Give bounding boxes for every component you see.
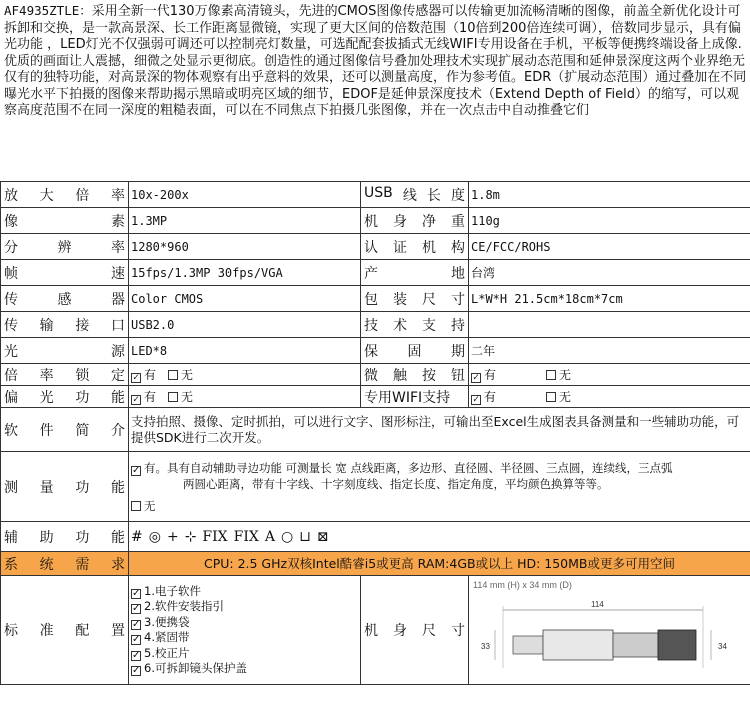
aux-label-char: 辅 — [4, 529, 18, 546]
size-label-char: 身 — [393, 623, 407, 639]
model-number: AF4935ZTLE： — [4, 3, 92, 18]
spec-label-char: 度 — [450, 187, 465, 204]
option-cell — [469, 386, 750, 408]
tool-icon[interactable]: ⊹ — [184, 528, 197, 545]
option-row — [1, 364, 750, 386]
spec-label-char: 净 — [422, 213, 436, 230]
package-list — [129, 576, 361, 685]
spec-label-char: USB — [364, 184, 393, 201]
spec-label — [361, 286, 469, 312]
checkbox[interactable]: ✓ — [132, 634, 141, 645]
spec-label-char: 辨 — [57, 239, 72, 256]
spec-label-char: 机 — [364, 213, 378, 230]
spec-label-char: 术 — [393, 317, 407, 334]
package-item — [131, 630, 358, 646]
spec-label-char: 锁 — [75, 367, 90, 384]
spec-label-char: 触 — [393, 367, 407, 384]
spec-row — [1, 234, 750, 260]
spec-label — [361, 234, 469, 260]
checkbox[interactable]: ✓ — [132, 464, 141, 476]
spec-value: CE/FCC/ROHS — [469, 234, 750, 260]
option-yes-label: 有 — [144, 368, 157, 382]
size-label — [361, 576, 469, 685]
system-text: CPU: 2.5 GHz双核Intel酷睿i5或更高 RAM:4GB或以上 HD: 150MB或更多可用空间 — [129, 552, 750, 576]
spec-label-char: 倍 — [75, 187, 90, 204]
spec-label-char: 固 — [407, 343, 422, 360]
software-label-char: 软 — [4, 422, 18, 439]
checkbox[interactable] — [168, 392, 178, 402]
software-label — [1, 408, 129, 452]
device-body — [543, 630, 613, 660]
system-label-char: 需 — [75, 556, 90, 573]
spec-label-char: 帧 — [4, 265, 18, 282]
spec-label — [1, 338, 129, 364]
spec-row — [1, 286, 750, 312]
spec-label-char: 器 — [111, 291, 125, 308]
spec-label-char: 光 — [39, 389, 54, 406]
tool-icon[interactable]: FIX — [202, 528, 228, 545]
aux-label — [1, 522, 129, 552]
package-label-char: 标 — [4, 623, 18, 639]
spec-label-char: 长 — [426, 187, 441, 204]
option-row — [1, 386, 750, 408]
option-no-label: 无 — [181, 390, 194, 404]
checkbox[interactable]: ✓ — [132, 372, 140, 383]
spec-label-char: 倍 — [4, 367, 18, 384]
spec-label-char: 率 — [111, 239, 125, 256]
option-cell — [129, 364, 361, 386]
software-label-char: 件 — [39, 422, 54, 439]
spec-label — [1, 386, 129, 408]
size-label-char: 尺 — [422, 623, 436, 639]
spec-label — [361, 182, 469, 208]
package-item-label: 2.软件安装指引 — [144, 599, 224, 613]
spec-row — [1, 260, 750, 286]
spec-value: 台湾 — [469, 260, 750, 286]
spec-label — [361, 208, 469, 234]
system-label-char: 统 — [39, 556, 54, 573]
spec-label — [1, 286, 129, 312]
checkbox[interactable] — [131, 501, 141, 511]
lens-head — [658, 630, 696, 660]
spec-label-char: 产 — [364, 265, 378, 282]
package-item-label: 3.便携袋 — [144, 614, 190, 629]
dim-height: 33 — [481, 642, 490, 651]
spec-label-char: 率 — [110, 187, 125, 204]
checkbox[interactable]: ✓ — [472, 372, 480, 383]
spec-label-char: 素 — [111, 213, 125, 230]
checkbox[interactable]: ✓ — [132, 649, 141, 661]
checkbox[interactable] — [168, 370, 178, 380]
spec-label-char: 光 — [4, 343, 18, 360]
aux-row — [1, 522, 750, 552]
package-item — [131, 646, 358, 662]
measure-row — [1, 452, 750, 522]
spec-row — [1, 208, 750, 234]
spec-value: 1.8m — [469, 182, 750, 208]
package-item-label: 6.可拆卸镜头保护盖 — [144, 661, 247, 675]
product-intro — [4, 3, 748, 181]
measure-label — [1, 452, 129, 522]
spec-label-char: 认 — [364, 239, 378, 256]
software-row — [1, 408, 750, 452]
spec-label-char: 持 — [451, 317, 465, 334]
package-row — [1, 576, 750, 685]
tool-icon[interactable]: A — [264, 528, 275, 545]
spec-label — [1, 260, 129, 286]
package-item — [131, 615, 358, 631]
device-ring — [613, 633, 658, 657]
spec-value — [469, 312, 750, 338]
spec-label-char: 机 — [422, 239, 436, 256]
spec-label-char: 重 — [451, 213, 465, 230]
size-label-char: 机 — [364, 623, 378, 639]
checkbox[interactable] — [546, 370, 556, 380]
dim-diameter: 34 — [718, 642, 727, 651]
package-item — [131, 599, 358, 615]
checkbox[interactable]: ✓ — [132, 665, 141, 676]
spec-value: 1.3MP — [129, 208, 361, 234]
spec-table — [0, 181, 750, 685]
spec-value: 1280*960 — [129, 234, 361, 260]
spec-label — [1, 234, 129, 260]
spec-value: L*W*H 21.5cm*18cm*7cm — [469, 286, 750, 312]
spec-label-char: 功 — [75, 389, 90, 406]
spec-label-char: 传 — [4, 317, 18, 334]
spec-label — [361, 338, 469, 364]
option-no-label: 无 — [181, 368, 194, 382]
measure-label-char: 测 — [4, 479, 18, 496]
spec-label-char: 期 — [451, 343, 465, 360]
spec-value: 10x-200x — [129, 182, 361, 208]
aux-label-char: 功 — [75, 529, 90, 546]
measure-yes-text: 有。具有自动辅助寻边功能 可测量长 宽 点线距离，多边形、直径圆、半径圆、三点圆，连续线，三点弧 — [144, 460, 673, 475]
tool-icon[interactable]: ◎ — [148, 528, 161, 545]
package-label — [1, 576, 129, 685]
option-yes-label: 有 — [484, 368, 497, 382]
spec-value: 110g — [469, 208, 750, 234]
aux-icons — [129, 522, 750, 552]
spec-label-char: 定 — [110, 367, 125, 384]
spec-label-char: 速 — [111, 265, 125, 282]
tool-icon[interactable]: # — [131, 528, 143, 545]
software-label-char: 介 — [110, 422, 125, 439]
package-item-label: 4.紧固带 — [144, 630, 190, 644]
tool-icon[interactable]: ○ — [280, 528, 294, 545]
spec-label-char: 传 — [4, 291, 18, 308]
option-no-label: 无 — [559, 390, 572, 404]
checkbox[interactable]: ✓ — [472, 394, 480, 405]
spec-row — [1, 338, 750, 364]
spec-label-char: 偏 — [4, 389, 18, 406]
spec-value: 二年 — [469, 338, 750, 364]
spec-label — [361, 312, 469, 338]
spec-label-char: 感 — [57, 291, 72, 308]
spec-label-char: 线 — [402, 187, 417, 204]
spec-value: 15fps/1.3MP 30fps/VGA — [129, 260, 361, 286]
spec-label — [1, 208, 129, 234]
system-label-char: 求 — [110, 556, 125, 573]
spec-label-char: 尺 — [422, 291, 436, 308]
checkbox[interactable]: ✓ — [132, 394, 140, 405]
dim-length: 114 — [591, 600, 604, 609]
size-label-char: 寸 — [451, 623, 465, 639]
spec-label — [1, 182, 129, 208]
package-item-label: 5.校正片 — [144, 645, 190, 660]
spec-label-char: 钮 — [451, 367, 465, 384]
spec-label-char: 身 — [393, 213, 407, 230]
spec-label-char: 能 — [110, 389, 125, 406]
cable-end — [513, 636, 543, 654]
package-item — [131, 661, 358, 677]
drawing-title: 114 mm (H) x 34 mm (D) — [473, 580, 572, 590]
option-yes-label: 有 — [144, 390, 157, 404]
option-no-label: 无 — [559, 368, 572, 382]
tool-icon[interactable]: FIX — [233, 528, 259, 545]
package-item-label: 1.电子软件 — [144, 583, 201, 598]
spec-row — [1, 312, 750, 338]
spec-label-char: 放 — [4, 187, 18, 204]
spec-label — [361, 386, 469, 408]
tool-icon[interactable]: ⊠ — [316, 528, 329, 545]
spec-label-char: 构 — [451, 239, 465, 256]
spec-label-char: 地 — [451, 265, 465, 282]
measure-label-char: 量 — [39, 479, 54, 496]
spec-label-char: 输 — [39, 317, 54, 334]
spec-label-char: 接 — [75, 317, 90, 334]
system-label-char: 系 — [4, 556, 18, 573]
package-label-char: 准 — [39, 623, 54, 639]
checkbox[interactable] — [546, 392, 556, 402]
package-label-char: 配 — [75, 623, 90, 639]
checkbox[interactable]: ✓ — [132, 603, 141, 614]
spec-label-char: 专用WIFI支持 — [364, 389, 451, 406]
spec-row — [1, 182, 750, 208]
dimension-drawing — [469, 576, 750, 685]
system-row — [1, 552, 750, 576]
measure-no-text: 无 — [144, 498, 156, 513]
option-cell — [129, 386, 361, 408]
measure-cell — [129, 452, 750, 522]
drawing-svg — [473, 578, 745, 678]
system-label — [1, 552, 129, 576]
measure-label-char: 功 — [75, 479, 90, 496]
measure-label-char: 能 — [110, 479, 125, 496]
spec-label-char: 源 — [111, 343, 125, 360]
spec-label-char: 寸 — [451, 291, 465, 308]
spec-label-char: 率 — [39, 367, 54, 384]
spec-label-char: 包 — [364, 291, 378, 308]
spec-label-char: 支 — [422, 317, 436, 334]
tool-icon[interactable]: ⊔ — [299, 528, 311, 545]
spec-value: LED*8 — [129, 338, 361, 364]
measure-yes-text-2: 两圆心距离，带有十字线、十字刻度线、指定长度、指定角度，平均颜色换算等等。 — [183, 476, 609, 491]
spec-label — [1, 364, 129, 386]
intro-text: 采用全新一代130万像素高清镜头，先进的CMOS图像传感器可以传输更加流畅清晰的图像，前盖全新优化设计可拆卸和交换，是一款高景深、长工作距离显微镜，实现了更大区间的倍数范围（10倍到200倍连续可调），倍数同步显示，具有偏光功能 ，LED灯光不仅强弱可调还可以控制亮灯数量，可选配配套拔插式无线WIFI专用设备在手机，平板等便携终端设备上成像. 优质的画面让人震撼，细微之处显示更彻底。创造性的通过图像信号叠加处理技术实现扩展动态范围和延伸景深度这两个业界绝无仅有的独特功能，对高景深的物体观察有出乎意料的效果，还可以测量高度，作为参考值。EDR（扩展动态范围）通过叠加在不同曝光水平下拍摄的图像来帮助揭示黑暗或明亮区域的细节，EDOF是延伸景深度技术（Extend Depth of Field）的缩写，可以观察高度范围不在同一深度的粗糙表面，可以在不同焦点下拍摄几张图像，并在一次点击中自动推叠它们 — [4, 4, 747, 118]
option-yes-label: 有 — [484, 390, 497, 404]
software-label-char: 简 — [75, 422, 90, 439]
package-label-char: 置 — [110, 623, 125, 639]
spec-label-char: 证 — [393, 239, 407, 256]
spec-value: USB2.0 — [129, 312, 361, 338]
spec-label — [361, 364, 469, 386]
spec-label-char: 技 — [364, 317, 378, 334]
aux-label-char: 能 — [110, 529, 125, 546]
spec-value: Color CMOS — [129, 286, 361, 312]
checkbox[interactable]: ✓ — [132, 618, 141, 630]
spec-label — [1, 312, 129, 338]
package-item — [131, 584, 358, 600]
checkbox[interactable]: ✓ — [132, 587, 141, 599]
spec-label-char: 按 — [422, 367, 436, 384]
spec-label-char: 分 — [4, 239, 18, 256]
aux-label-char: 助 — [39, 529, 54, 546]
spec-label-char: 口 — [110, 317, 125, 334]
tool-icon[interactable]: + — [166, 528, 179, 545]
spec-label-char: 装 — [393, 291, 407, 308]
spec-label — [361, 260, 469, 286]
software-text: 支持拍照、摄像、定时抓拍，可以进行文字、图形标注，可输出至Excel生成图表具备测量和一些辅助功能，可提供SDK进行二次开发。 — [129, 408, 750, 452]
spec-label-char: 大 — [39, 187, 54, 204]
spec-label-char: 像 — [4, 213, 18, 230]
spec-label-char: 微 — [364, 367, 378, 384]
option-cell — [469, 364, 750, 386]
spec-label-char: 保 — [364, 343, 378, 360]
